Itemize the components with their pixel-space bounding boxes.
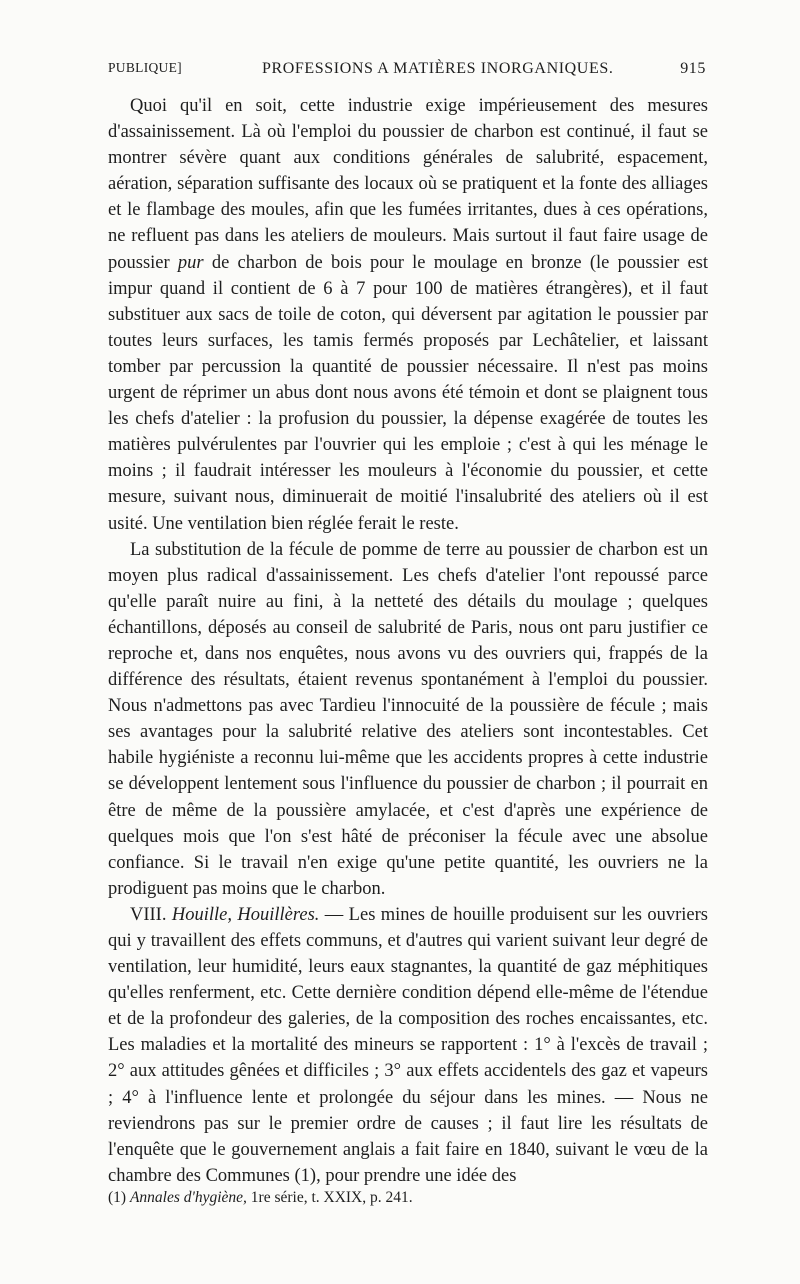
footnote-marker: (1) <box>108 1189 127 1206</box>
section-title: Houille, Houillères. <box>171 904 320 925</box>
emphasis-pur: pur <box>177 252 204 273</box>
running-header <box>108 60 706 86</box>
paragraph-3 <box>108 902 708 1189</box>
paragraph-2-text: La substitution de la fécule de pomme de terre au poussier de charbon est un moyen plus radical d'assainissement. Les chefs d'atelier l'ont repoussé parce qu'elle paraît nuire au fini, à la netteté des détails du moulage ; quelques échantillons, déposés au conseil de salubrité de Paris, nous ont paru justifier ce reproche et, dans nos enquêtes, nous avons vu des ouvriers qui, frappés de la différence des résultats, étaient revenus spontanément à l'emploi du poussier. Nous n'admettons pas avec Tardieu l'innocuité de la poussière de fécule ; mais ses avantages pour la salubrité relative des ateliers sont incontestables. Cet habile hygiéniste a reconnu lui-même que les accidents propres à cette industrie se développent lentement sous l'influence du poussier de charbon ; il pourrait en être de même de la poussière amylacée, et c'est d'après une expérience de quelques mois que l'on s'est hâté de préconiser la fécule avec une absolue confiance. Si le travail n'en exige qu'une petite quantité, les ouvriers ne la prodiguent pas moins que le charbon. <box>108 539 708 899</box>
paragraph-3-text: — Les mines de houille produisent sur les ouvriers qui y travaillent des effets communs, et d'autres qui varient suivant leur degré de ventilation, leur humidité, leurs eaux stagnantes, la quantité de gaz méphitiques qu'elles renferment, etc. Cette dernière condition dépend elle-même de l'étendue et de la profondeur des galeries, de la composition des roches encaissantes, etc. Les maladies et la mortalité des mineurs se rapportent : 1° à l'excès de travail ; 2° aux attitudes gênées et difficiles ; 3° aux effets accidentels des gaz et vapeurs ; 4° à l'influence lente et prolongée du séjour dans les mines. — Nous ne reviendrons pas sur le premier ordre de causes ; il faut lire les résultats de l'enquête que le gouvernement anglais a fait faire en 1840, suivant le vœu de la chambre des Communes (1), pour prendre une idée des <box>108 904 709 1186</box>
footnote <box>108 1188 708 1208</box>
header-title: PROFESSIONS A MATIÈRES INORGANIQUES. <box>262 60 614 77</box>
paragraph-1 <box>108 93 708 537</box>
footnote-reference: 1re série, t. XXIX, p. 241. <box>250 1189 413 1206</box>
paragraph-1-text-end: de charbon de bois pour le moulage en bronze (le poussier est impur quand il contient de 6 à 7 pour 100 de matières étrangères), et il faut substituer aux sacs de toile de coton, qui déversent par agitation le poussier par toutes leurs surfaces, les tamis fermés proposés par Lechâtelier, et laissant tomber par percussion la quantité de poussier nécessaire. Il n'est pas moins urgent de réprimer un abus dont nous avons été témoin et dont se plaignent tous les chefs d'atelier : la profusion du poussier, la dépense exagérée de toutes les matières pulvérulentes par l'ouvrier qui les emploie ; c'est à qui les ménage le moins ; il faudrait intéresser les mouleurs à l'économie du poussier, et cette mesure, suivant nous, diminuerait de moitié l'insalubrité des ateliers où il est usité. Une ventilation bien réglée ferait le reste. <box>108 252 709 534</box>
paragraph-1-text: Quoi qu'il en soit, cette industrie exige impérieusement des mesures d'assainissement. Là où l'emploi du poussier de charbon est continué, il faut se montrer sévère quant aux conditions générales de salubrité, espacement, aération, séparation suffisante des locaux où se pratiquent et la fonte des alliages et le flambage des moules, afin que les fumées irritantes, dues à ces opérations, ne refluent pas dans les ateliers de mouleurs. Mais surtout il faut faire usage de poussier <box>108 96 708 273</box>
section-number: VIII. <box>130 904 167 925</box>
page-number: 915 <box>680 60 706 77</box>
paragraph-2 <box>108 537 708 902</box>
body-text <box>108 93 708 1189</box>
footnote-source: Annales d'hygiène, <box>129 1189 247 1206</box>
header-section-label: PUBLIQUE] <box>108 60 182 75</box>
